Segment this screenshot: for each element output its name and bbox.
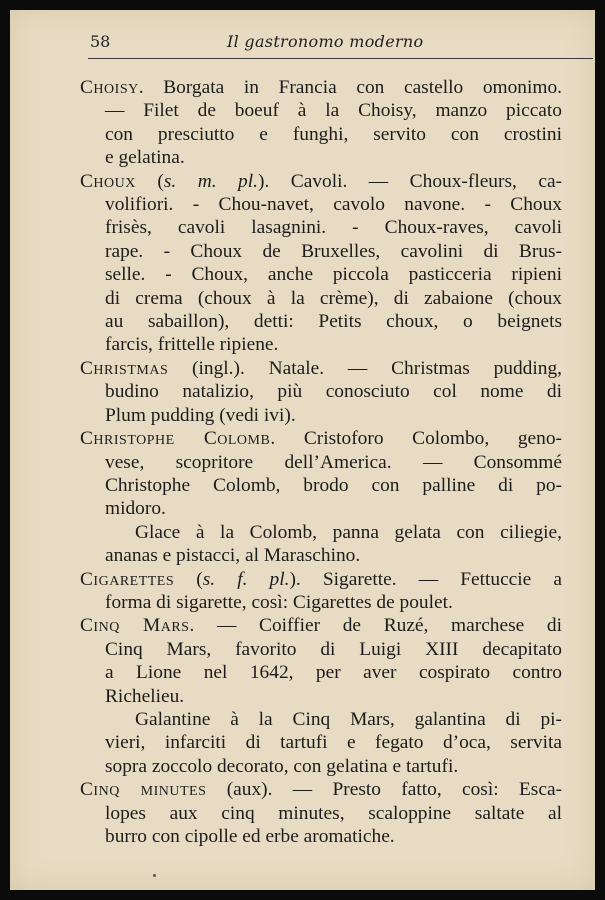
entry-headword: Cinq Mars bbox=[80, 615, 190, 637]
entry-line: ananas e pistacci, al Maraschino. bbox=[105, 545, 361, 567]
entry-line: Christophe Colomb, brodo con palline di po- bbox=[105, 474, 562, 496]
entry-line: Choux (s. m. pl.). Cavoli. — Choux-fleurs, ca- bbox=[80, 170, 563, 192]
entry-christmas bbox=[80, 357, 562, 427]
entry-line: volifiori. - Chou-navet, cavolo navone. - Choux bbox=[105, 194, 562, 216]
entry-line: vieri, infarciti di tartufi e fegato d’oca, servita bbox=[105, 732, 562, 754]
entry-headword: Christmas bbox=[80, 357, 169, 379]
entry-headword: Choisy bbox=[80, 77, 139, 98]
entry-line: Choisy. Borgata in Francia con castello omonimo. bbox=[80, 77, 562, 98]
entry-line: burro con cipolle ed erbe aromatiche. bbox=[105, 826, 395, 847]
entry-line: sopra zoccolo decorato, con gelatina e tartufi. bbox=[105, 755, 459, 777]
entry-line: Christmas (ingl.). Natale. — Christmas pudding, bbox=[80, 357, 562, 379]
entry-line: Christophe Colomb. Cristoforo Colombo, geno- bbox=[80, 428, 562, 450]
entry-line: — Filet de boeuf à la Choisy, manzo piccato bbox=[105, 100, 562, 122]
entry-line: forma di sigarette, così: Cigarettes de poulet. bbox=[105, 591, 453, 613]
entry-line: budino natalizio, più conosciuto col nome di bbox=[105, 381, 562, 403]
entry-cigarettes bbox=[80, 568, 562, 615]
running-title: Il gastronomo moderno bbox=[227, 32, 424, 51]
entry-line: con presciutto e funghi, servito con crostini bbox=[105, 123, 562, 145]
page-header bbox=[90, 32, 510, 60]
entry-line: au sabaillon), detti: Petits choux, o beignets bbox=[105, 311, 562, 333]
entry-line: rape. - Choux de Bruxelles, cavolini di Brus- bbox=[105, 240, 562, 262]
entry-line: e gelatina. bbox=[105, 147, 185, 169]
entry-christophe-colomb bbox=[80, 427, 562, 567]
entry-line: Cinq Mars. — Coiffier de Ruzé, marchese di bbox=[80, 615, 563, 637]
entry-choux bbox=[80, 170, 562, 357]
entry-line: Richelieu. bbox=[105, 685, 185, 707]
entry-cinq-minutes bbox=[80, 778, 562, 848]
entry-line: Cinq minutes (aux). — Presto fatto, così: Esca- bbox=[80, 779, 563, 801]
entry-line: frisès, cavoli lasagnini. - Choux-raves, cavoli bbox=[105, 217, 562, 239]
entry-line: farcis, frittelle ripiene. bbox=[105, 334, 279, 356]
entry-line: Cinq Mars, favorito di Luigi XIII decapitato bbox=[105, 638, 562, 660]
entry-line: lopes aux cinq minutes, scaloppine saltate al bbox=[105, 802, 562, 824]
entry-headword: Cinq minutes bbox=[80, 779, 207, 801]
dictionary-text bbox=[80, 76, 562, 848]
print-speck bbox=[153, 874, 156, 877]
entry-line: Plum pudding (vedi ivi). bbox=[105, 404, 296, 426]
entry-line: Galantine à la Cinq Mars, galantina di pi- bbox=[135, 708, 562, 730]
entry-choisy bbox=[80, 76, 562, 170]
entry-line: vese, scopritore dell’America. — Consommé bbox=[105, 451, 562, 473]
entry-line: a Lione nel 1642, per aver cospirato contro bbox=[105, 662, 562, 684]
entry-headword: Choux bbox=[80, 170, 136, 192]
entry-headword: Christophe Colomb bbox=[80, 428, 271, 450]
entry-line: midoro. bbox=[105, 498, 166, 520]
page-number: 58 bbox=[90, 32, 111, 51]
entry-line: Glace à la Colomb, panna gelata con ciliegie, bbox=[135, 521, 562, 543]
entry-cinq-mars bbox=[80, 614, 562, 778]
entry-line: Cigarettes (s. f. pl.). Sigarette. — Fettuccie a bbox=[80, 568, 562, 590]
entry-line: selle. - Choux, anche piccola pasticceria ripieni bbox=[105, 264, 562, 286]
entry-line: di crema (choux à la crème), di zabaione (choux bbox=[105, 287, 562, 309]
entry-headword: Cigarettes bbox=[80, 568, 175, 590]
header-rule bbox=[88, 58, 593, 59]
